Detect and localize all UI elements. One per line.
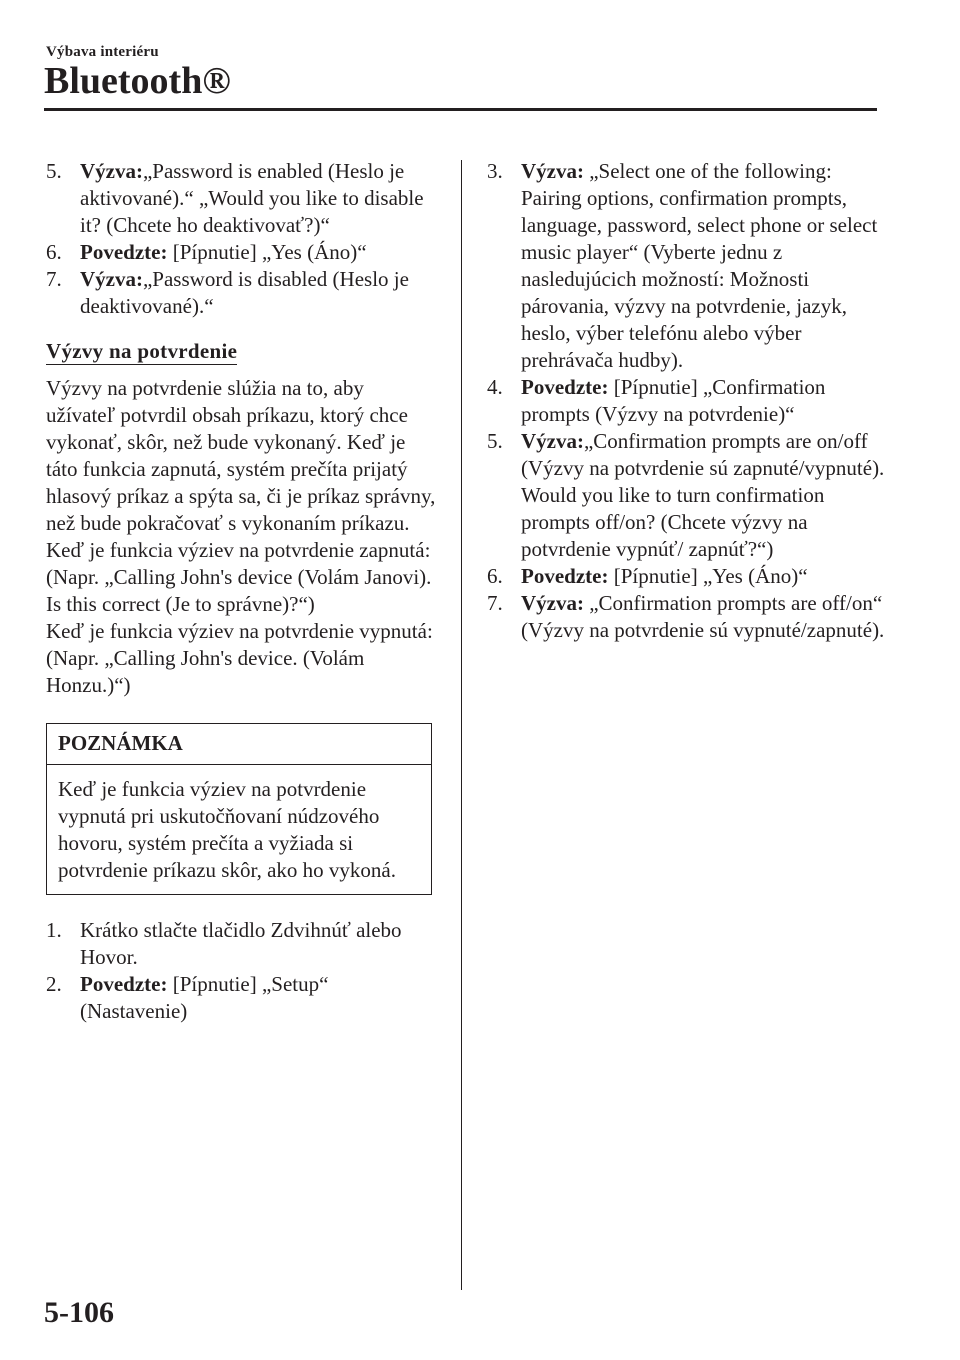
step-item	[46, 971, 436, 1025]
step-number: 1.	[46, 918, 62, 942]
paragraph: (Napr. „Calling John's device. (Volám Honzu.)“)	[46, 646, 365, 697]
step-item	[487, 563, 897, 590]
step-number: 5.	[487, 429, 503, 453]
page-title: Bluetooth®	[44, 60, 231, 102]
step-keyword: Výzva:	[521, 429, 584, 453]
step-keyword: Povedzte:	[521, 564, 609, 588]
step-number: 7.	[46, 267, 62, 291]
note-heading: POZNÁMKA	[47, 724, 431, 765]
step-text: „Confirmation prompts are off/on“ (Výzvy na potvrdenie sú vypnuté/zapnuté).	[521, 591, 885, 642]
step-text: [Pípnutie] „Setup“ (Nastavenie)	[80, 972, 329, 1023]
step-keyword: Výzva:	[80, 159, 143, 183]
step-keyword: Povedzte:	[80, 240, 168, 264]
step-keyword: Výzva:	[521, 591, 584, 615]
step-keyword: Výzva:	[521, 159, 584, 183]
step-text: „Confirmation prompts are on/off (Výzvy na potvrdenie sú zapnuté/vypnuté). Would you like to turn confirmation prompts off/on? (Chcete výzvy na potvrdenie vypnúť/ zapnúť?“)	[521, 429, 885, 561]
step-number: 6.	[46, 240, 62, 264]
step-keyword: Povedzte:	[80, 972, 168, 996]
step-item	[46, 917, 436, 971]
step-item	[46, 158, 436, 239]
step-item	[487, 374, 897, 428]
step-item	[487, 590, 897, 644]
step-text: Krátko stlačte tlačidlo Zdvihnúť alebo Hovor.	[80, 918, 402, 969]
step-text: „Password is disabled (Heslo je deaktivované).“	[80, 267, 409, 318]
step-text: „Select one of the following: Pairing options, confirmation prompts, language, password, select phone or select music player“ (Vyberte jednu z nasledujúcich možností: Možnosti párovania, výzvy na potvrdenie, jazyk, heslo, výber telefónu alebo výber prehrávača hudby).	[521, 159, 878, 372]
step-number: 4.	[487, 375, 503, 399]
step-number: 7.	[487, 591, 503, 615]
title-rule	[44, 108, 877, 111]
step-number: 3.	[487, 159, 503, 183]
paragraph: Výzvy na potvrdenie slúžia na to, aby užívateľ potvrdil obsah príkazu, ktorý chce vykonať, skôr, než bude vykonaný. Keď je táto funkcia zapnutá, systém prečíta prijatý hlasový príkaz a spýta sa, či je príkaz správny, než bude pokračovať s vykonaním príkazu.	[46, 376, 436, 535]
step-keyword: Výzva:	[80, 267, 143, 291]
page-number: 5-106	[44, 1296, 114, 1329]
section-label: Výbava interiéru	[46, 44, 159, 60]
step-number: 6.	[487, 564, 503, 588]
column-divider	[461, 160, 462, 1290]
step-text: „Password is enabled (Heslo je aktivované).“ „Would you like to disable it? (Chcete ho deaktivovať?)“	[80, 159, 424, 237]
step-text: [Pípnutie] „Confirmation prompts (Výzvy na potvrdenie)“	[521, 375, 826, 426]
step-item	[46, 266, 436, 320]
note-body: Keď je funkcia výziev na potvrdenie vypnutá pri uskutočňovaní núdzového hovoru, systém prečíta a vyžiada si potvrdenie príkazu skôr, ako ho vykoná.	[58, 777, 396, 882]
step-text: [Pípnutie] „Yes (Áno)“	[608, 564, 808, 588]
step-text: [Pípnutie] „Yes (Áno)“	[167, 240, 367, 264]
step-number: 5.	[46, 159, 62, 183]
step-item	[46, 239, 436, 266]
left-column	[46, 158, 436, 1025]
note-box	[46, 723, 432, 895]
step-item	[487, 158, 897, 374]
paragraph: (Napr. „Calling John's device (Volám Janovi). Is this correct (Je to správne)?“)	[46, 565, 432, 616]
step-item	[487, 428, 897, 563]
step-number: 2.	[46, 972, 62, 996]
paragraph: Keď je funkcia výziev na potvrdenie vypnutá:	[46, 619, 433, 643]
right-column	[487, 158, 897, 644]
paragraph: Keď je funkcia výziev na potvrdenie zapnutá:	[46, 538, 431, 562]
step-keyword: Povedzte:	[521, 375, 609, 399]
subheading: Výzvy na potvrdenie	[46, 339, 238, 363]
